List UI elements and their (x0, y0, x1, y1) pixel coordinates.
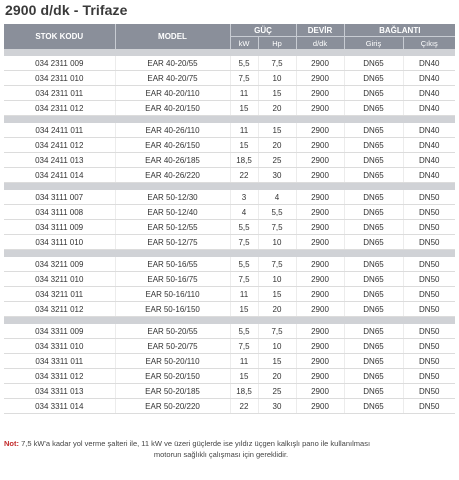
cell-cikis: DN50 (403, 287, 455, 302)
table-row (4, 190, 455, 205)
header-guc: GÜÇ (230, 24, 296, 37)
header-ddk: d/dk (296, 37, 344, 50)
table-row (4, 272, 455, 287)
cell-cikis: DN40 (403, 168, 455, 183)
separator-cell (4, 183, 455, 191)
cell-giris: DN65 (344, 56, 403, 71)
table-row (4, 399, 455, 414)
cell-giris: DN65 (344, 287, 403, 302)
cell-devir: 2900 (296, 287, 344, 302)
cell-kw: 18,5 (230, 153, 258, 168)
cell-stok-kodu: 034 3211 012 (4, 302, 115, 317)
cell-cikis: DN40 (403, 56, 455, 71)
cell-giris: DN65 (344, 324, 403, 339)
cell-devir: 2900 (296, 123, 344, 138)
table-row (4, 138, 455, 153)
cell-hp: 20 (258, 369, 296, 384)
cell-stok-kodu: 034 2411 014 (4, 168, 115, 183)
separator-cell (4, 49, 455, 56)
group-separator (4, 116, 455, 124)
table-body (4, 49, 455, 414)
cell-model: EAR 40-20/110 (115, 86, 230, 101)
cell-kw: 5,5 (230, 324, 258, 339)
cell-cikis: DN50 (403, 235, 455, 250)
cell-devir: 2900 (296, 354, 344, 369)
cell-model: EAR 40-20/55 (115, 56, 230, 71)
cell-devir: 2900 (296, 369, 344, 384)
cell-stok-kodu: 034 3311 010 (4, 339, 115, 354)
cell-stok-kodu: 034 2311 012 (4, 101, 115, 116)
cell-hp: 30 (258, 399, 296, 414)
cell-model: EAR 50-12/55 (115, 220, 230, 235)
cell-hp: 10 (258, 339, 296, 354)
table-row (4, 257, 455, 272)
cell-giris: DN65 (344, 71, 403, 86)
cell-cikis: DN50 (403, 399, 455, 414)
cell-cikis: DN50 (403, 324, 455, 339)
cell-kw: 11 (230, 354, 258, 369)
cell-hp: 25 (258, 153, 296, 168)
table-row (4, 86, 455, 101)
cell-giris: DN65 (344, 138, 403, 153)
cell-giris: DN65 (344, 86, 403, 101)
cell-model: EAR 50-20/110 (115, 354, 230, 369)
cell-hp: 20 (258, 101, 296, 116)
cell-giris: DN65 (344, 384, 403, 399)
cell-devir: 2900 (296, 101, 344, 116)
table-row (4, 153, 455, 168)
cell-cikis: DN50 (403, 354, 455, 369)
cell-model: EAR 50-20/55 (115, 324, 230, 339)
cell-devir: 2900 (296, 399, 344, 414)
cell-cikis: DN50 (403, 384, 455, 399)
cell-model: EAR 50-16/110 (115, 287, 230, 302)
cell-giris: DN65 (344, 354, 403, 369)
cell-hp: 7,5 (258, 220, 296, 235)
footnote-line-2: motorun sağlıklı çalışması için gereklidir. (153, 450, 289, 459)
cell-cikis: DN40 (403, 123, 455, 138)
cell-giris: DN65 (344, 339, 403, 354)
cell-model: EAR 50-20/75 (115, 339, 230, 354)
cell-giris: DN65 (344, 205, 403, 220)
page-title: 2900 d/dk - Trifaze (5, 2, 128, 18)
cell-stok-kodu: 034 3311 014 (4, 399, 115, 414)
cell-stok-kodu: 034 3311 011 (4, 354, 115, 369)
cell-model: EAR 50-12/75 (115, 235, 230, 250)
table-row (4, 302, 455, 317)
cell-hp: 7,5 (258, 56, 296, 71)
cell-kw: 22 (230, 399, 258, 414)
cell-giris: DN65 (344, 369, 403, 384)
cell-kw: 7,5 (230, 71, 258, 86)
header-cikis: Çıkış (403, 37, 455, 50)
cell-devir: 2900 (296, 71, 344, 86)
cell-stok-kodu: 034 2411 011 (4, 123, 115, 138)
cell-devir: 2900 (296, 257, 344, 272)
cell-giris: DN65 (344, 272, 403, 287)
header-stok-kodu: STOK KODU (4, 24, 115, 49)
separator-cell (4, 317, 455, 325)
cell-giris: DN65 (344, 302, 403, 317)
cell-model: EAR 40-26/220 (115, 168, 230, 183)
footnote (4, 438, 454, 460)
cell-devir: 2900 (296, 384, 344, 399)
cell-devir: 2900 (296, 168, 344, 183)
cell-devir: 2900 (296, 339, 344, 354)
pump-spec-table (4, 24, 455, 414)
cell-kw: 15 (230, 369, 258, 384)
footnote-line-1: 7,5 kW'a kadar yol verme şalteri ile, 11 kW ve üzeri güçlerde ise yıldız üçgen kalkışlı pano ile kullanılması (19, 439, 371, 448)
table-row (4, 369, 455, 384)
cell-kw: 3 (230, 190, 258, 205)
cell-stok-kodu: 034 3111 008 (4, 205, 115, 220)
cell-stok-kodu: 034 2411 012 (4, 138, 115, 153)
cell-cikis: DN40 (403, 86, 455, 101)
cell-devir: 2900 (296, 153, 344, 168)
header-devir: DEVİR (296, 24, 344, 37)
cell-hp: 15 (258, 86, 296, 101)
cell-devir: 2900 (296, 138, 344, 153)
cell-giris: DN65 (344, 168, 403, 183)
cell-kw: 5,5 (230, 56, 258, 71)
cell-hp: 10 (258, 71, 296, 86)
cell-model: EAR 50-16/55 (115, 257, 230, 272)
header-kw: kW (230, 37, 258, 50)
table-row (4, 56, 455, 71)
cell-cikis: DN50 (403, 190, 455, 205)
cell-cikis: DN50 (403, 205, 455, 220)
cell-cikis: DN50 (403, 257, 455, 272)
cell-giris: DN65 (344, 101, 403, 116)
cell-cikis: DN50 (403, 272, 455, 287)
cell-hp: 7,5 (258, 324, 296, 339)
cell-kw: 15 (230, 302, 258, 317)
cell-hp: 20 (258, 302, 296, 317)
table-row (4, 324, 455, 339)
cell-cikis: DN40 (403, 153, 455, 168)
cell-devir: 2900 (296, 86, 344, 101)
cell-cikis: DN40 (403, 71, 455, 86)
cell-hp: 7,5 (258, 257, 296, 272)
cell-stok-kodu: 034 2311 010 (4, 71, 115, 86)
cell-model: EAR 50-20/185 (115, 384, 230, 399)
table-row (4, 101, 455, 116)
cell-hp: 5,5 (258, 205, 296, 220)
cell-devir: 2900 (296, 235, 344, 250)
cell-hp: 4 (258, 190, 296, 205)
cell-stok-kodu: 034 3211 010 (4, 272, 115, 287)
table-row (4, 205, 455, 220)
cell-cikis: DN40 (403, 138, 455, 153)
cell-stok-kodu: 034 2311 009 (4, 56, 115, 71)
cell-model: EAR 50-16/75 (115, 272, 230, 287)
cell-kw: 22 (230, 168, 258, 183)
cell-kw: 5,5 (230, 220, 258, 235)
header-model: MODEL (115, 24, 230, 49)
cell-devir: 2900 (296, 205, 344, 220)
group-separator (4, 250, 455, 258)
cell-hp: 25 (258, 384, 296, 399)
table-row (4, 71, 455, 86)
cell-stok-kodu: 034 3111 009 (4, 220, 115, 235)
cell-hp: 20 (258, 138, 296, 153)
table-row (4, 287, 455, 302)
cell-giris: DN65 (344, 257, 403, 272)
cell-hp: 15 (258, 123, 296, 138)
table-row (4, 354, 455, 369)
cell-cikis: DN50 (403, 369, 455, 384)
header-giris: Giriş (344, 37, 403, 50)
table-row (4, 339, 455, 354)
cell-hp: 30 (258, 168, 296, 183)
cell-giris: DN65 (344, 399, 403, 414)
cell-cikis: DN50 (403, 302, 455, 317)
cell-devir: 2900 (296, 220, 344, 235)
cell-model: EAR 50-20/220 (115, 399, 230, 414)
cell-stok-kodu: 034 3211 011 (4, 287, 115, 302)
cell-cikis: DN50 (403, 220, 455, 235)
cell-kw: 11 (230, 287, 258, 302)
cell-devir: 2900 (296, 56, 344, 71)
group-separator (4, 49, 455, 56)
table-row (4, 235, 455, 250)
cell-model: EAR 50-20/150 (115, 369, 230, 384)
cell-devir: 2900 (296, 324, 344, 339)
cell-devir: 2900 (296, 190, 344, 205)
cell-devir: 2900 (296, 302, 344, 317)
cell-stok-kodu: 034 3311 009 (4, 324, 115, 339)
cell-giris: DN65 (344, 190, 403, 205)
cell-kw: 11 (230, 123, 258, 138)
cell-kw: 5,5 (230, 257, 258, 272)
cell-giris: DN65 (344, 153, 403, 168)
separator-cell (4, 116, 455, 124)
cell-stok-kodu: 034 3311 013 (4, 384, 115, 399)
cell-stok-kodu: 034 2311 011 (4, 86, 115, 101)
cell-giris: DN65 (344, 123, 403, 138)
cell-kw: 11 (230, 86, 258, 101)
cell-stok-kodu: 034 3111 010 (4, 235, 115, 250)
cell-kw: 18,5 (230, 384, 258, 399)
cell-giris: DN65 (344, 235, 403, 250)
cell-model: EAR 40-20/75 (115, 71, 230, 86)
cell-stok-kodu: 034 2411 013 (4, 153, 115, 168)
cell-hp: 15 (258, 354, 296, 369)
footnote-label: Not: (4, 439, 19, 448)
cell-stok-kodu: 034 3111 007 (4, 190, 115, 205)
group-separator (4, 183, 455, 191)
cell-hp: 10 (258, 235, 296, 250)
cell-kw: 15 (230, 101, 258, 116)
cell-kw: 7,5 (230, 235, 258, 250)
cell-model: EAR 40-26/110 (115, 123, 230, 138)
table-row (4, 168, 455, 183)
cell-model: EAR 50-12/30 (115, 190, 230, 205)
group-separator (4, 317, 455, 325)
cell-hp: 10 (258, 272, 296, 287)
cell-cikis: DN40 (403, 101, 455, 116)
cell-kw: 15 (230, 138, 258, 153)
cell-model: EAR 50-12/40 (115, 205, 230, 220)
cell-kw: 7,5 (230, 272, 258, 287)
table-row (4, 220, 455, 235)
cell-cikis: DN50 (403, 339, 455, 354)
table-row (4, 384, 455, 399)
cell-stok-kodu: 034 3311 012 (4, 369, 115, 384)
cell-kw: 4 (230, 205, 258, 220)
header-baglanti: BAĞLANTI (344, 24, 455, 37)
cell-kw: 7,5 (230, 339, 258, 354)
cell-model: EAR 40-26/185 (115, 153, 230, 168)
cell-giris: DN65 (344, 220, 403, 235)
cell-model: EAR 50-16/150 (115, 302, 230, 317)
table-header (4, 24, 455, 49)
table-row (4, 123, 455, 138)
cell-model: EAR 40-20/150 (115, 101, 230, 116)
cell-hp: 15 (258, 287, 296, 302)
separator-cell (4, 250, 455, 258)
cell-stok-kodu: 034 3211 009 (4, 257, 115, 272)
header-hp: Hp (258, 37, 296, 50)
cell-devir: 2900 (296, 272, 344, 287)
cell-model: EAR 40-26/150 (115, 138, 230, 153)
